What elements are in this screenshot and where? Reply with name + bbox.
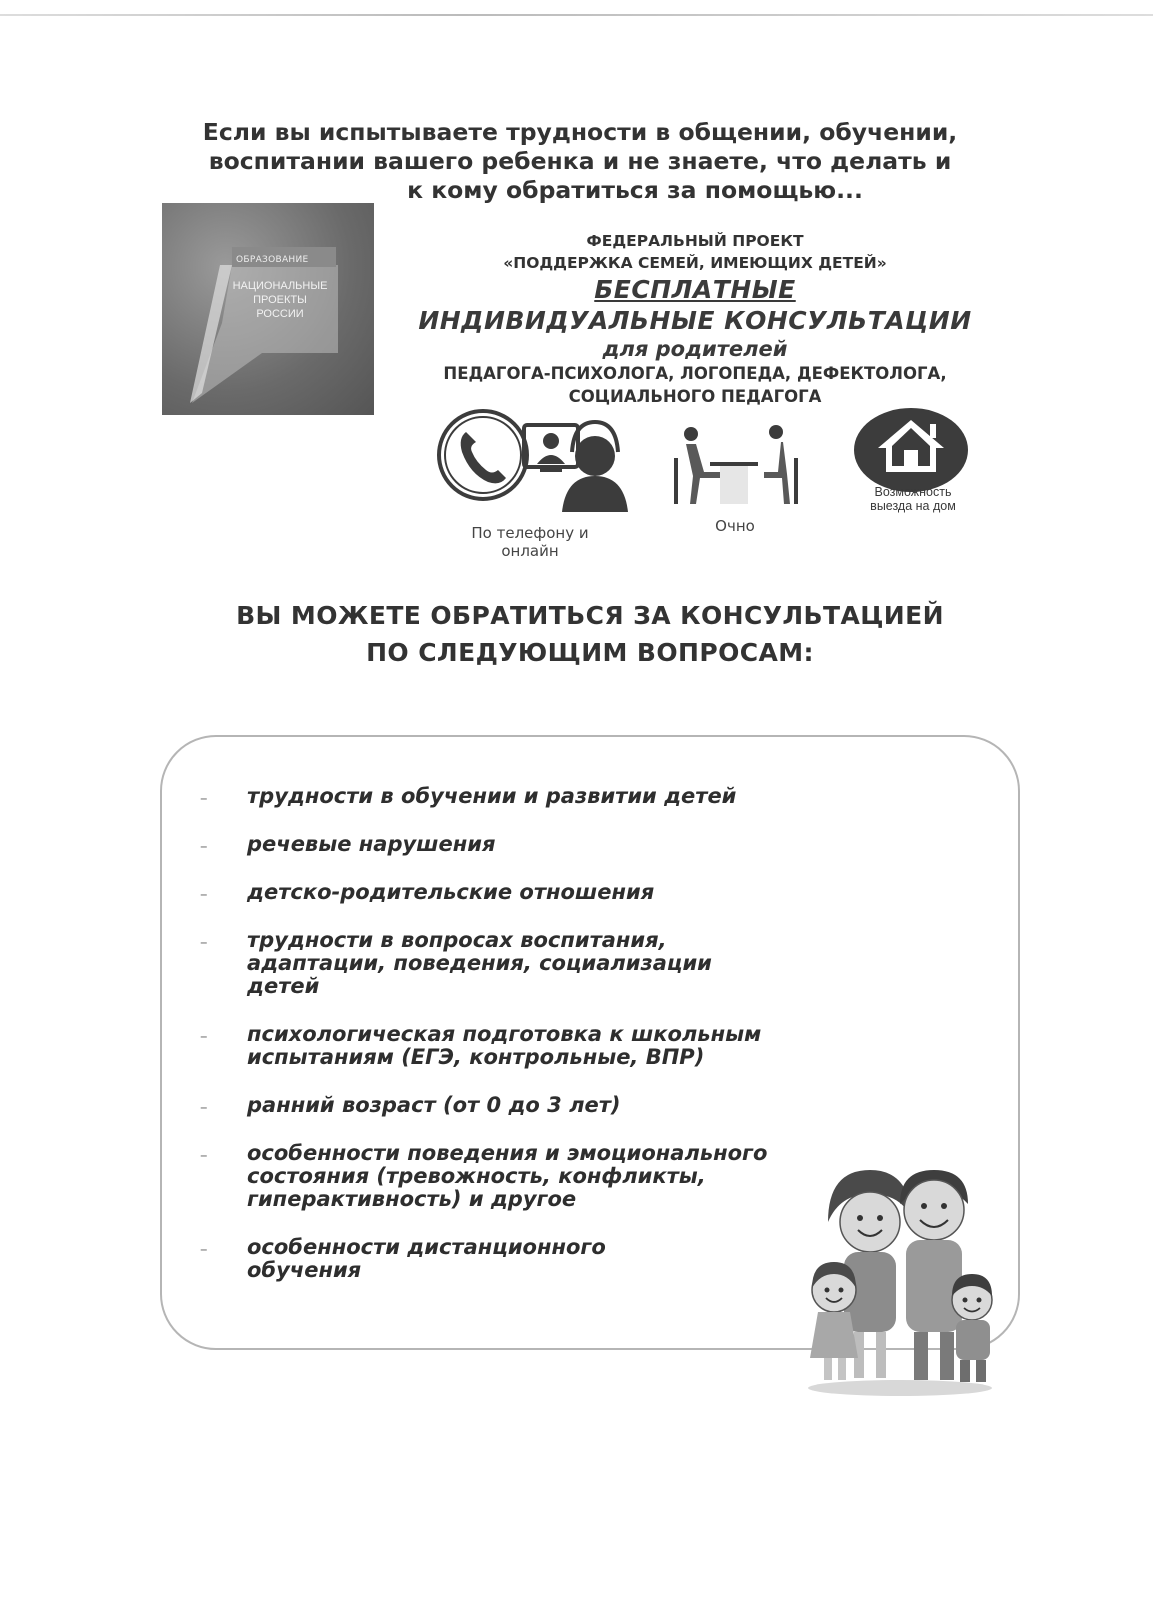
topic-line: – трудности в вопросах воспитания, (247, 928, 667, 952)
for-parents-label: для родителей (602, 337, 788, 361)
caption-line: Возможность (874, 485, 952, 499)
caption-line: онлайн (501, 542, 559, 560)
list-item (200, 881, 850, 904)
caption-line: По телефону и (471, 524, 589, 542)
caption-line: выезда на дом (870, 499, 956, 513)
topic-line: обучения (247, 1258, 362, 1282)
list-item (200, 929, 850, 998)
topic-line: испытаниям (ЕГЭ, контрольные, ВПР) (247, 1045, 705, 1069)
list-item (200, 1023, 850, 1069)
boy-figure (952, 1274, 992, 1382)
topic-line: адаптации, поведения, социализации (247, 951, 712, 975)
topic-line: – речевые нарушения (247, 832, 496, 856)
topic-line: – особенности дистанционного (247, 1235, 606, 1259)
list-item (200, 1236, 850, 1282)
specialists-line: ПЕДАГОГА-ПСИХОЛОГА, ЛОГОПЕДА, ДЕФЕКТОЛОГА, (443, 364, 947, 383)
logo-line: ПРОЕКТЫ (253, 294, 307, 306)
intro-line: Если вы испытываете трудности в общении, обучении, (202, 118, 958, 146)
list-item (200, 833, 850, 856)
section-title (150, 597, 1030, 671)
house-icon (854, 408, 968, 492)
section-title-line: ПО СЛЕДУЮЩИМ ВОПРОСАМ: (366, 638, 814, 667)
topic-line: – ранний возраст (от 0 до 3 лет) (247, 1093, 621, 1117)
topic-line: детей (247, 974, 320, 998)
topic-line: – особенности поведения и эмоционального (247, 1141, 768, 1165)
video-call-operator-icon (524, 422, 628, 512)
individual-consultations-heading: ИНДИВИДУАЛЬНЫЕ КОНСУЛЬТАЦИИ (418, 306, 972, 335)
two-people-at-table-icon (674, 425, 798, 504)
section-title-line: ВЫ МОЖЕТЕ ОБРАТИТЬСЯ ЗА КОНСУЛЬТАЦИЕЙ (236, 601, 944, 630)
federal-project-label: ФЕДЕРАЛЬНЫЙ ПРОЕКТ (586, 232, 804, 250)
phone-online-caption (445, 524, 615, 560)
intro-line: к кому обратиться за помощью... (407, 176, 863, 204)
list-item (200, 1142, 850, 1211)
intro-line: воспитании вашего ребенка и не знаете, что делать и (208, 147, 952, 175)
free-heading: БЕСПЛАТНЫЕ (594, 275, 796, 304)
family-illustration (800, 1160, 1000, 1400)
phone-in-circle-icon (439, 411, 527, 499)
list-item (200, 1094, 850, 1117)
project-name: «ПОДДЕРЖКА СЕМЕЙ, ИМЕЮЩИХ ДЕТЕЙ» (503, 254, 887, 272)
logo-top-label: ОБРАЗОВАНИЕ (236, 255, 309, 265)
logo-line: НАЦИОНАЛЬНЫЕ (232, 280, 328, 292)
topic-line: – детско-родительские отношения (247, 880, 655, 904)
girl-figure (810, 1262, 858, 1380)
topic-line: – трудности в обучении и развитии детей (247, 784, 737, 808)
inperson-caption: Очно (715, 517, 755, 535)
topic-line: – психологическая подготовка к школьным (247, 1022, 762, 1046)
topics-list (200, 785, 850, 1282)
list-item (200, 785, 850, 808)
home-visit-caption (855, 485, 971, 513)
format-icons (0, 0, 1153, 600)
topic-line: гиперактивность) и другое (247, 1187, 577, 1211)
topic-line: состояния (тревожность, конфликты, (247, 1164, 706, 1188)
specialists-line: СОЦИАЛЬНОГО ПЕДАГОГА (568, 387, 822, 406)
logo-line: РОССИИ (256, 308, 304, 320)
